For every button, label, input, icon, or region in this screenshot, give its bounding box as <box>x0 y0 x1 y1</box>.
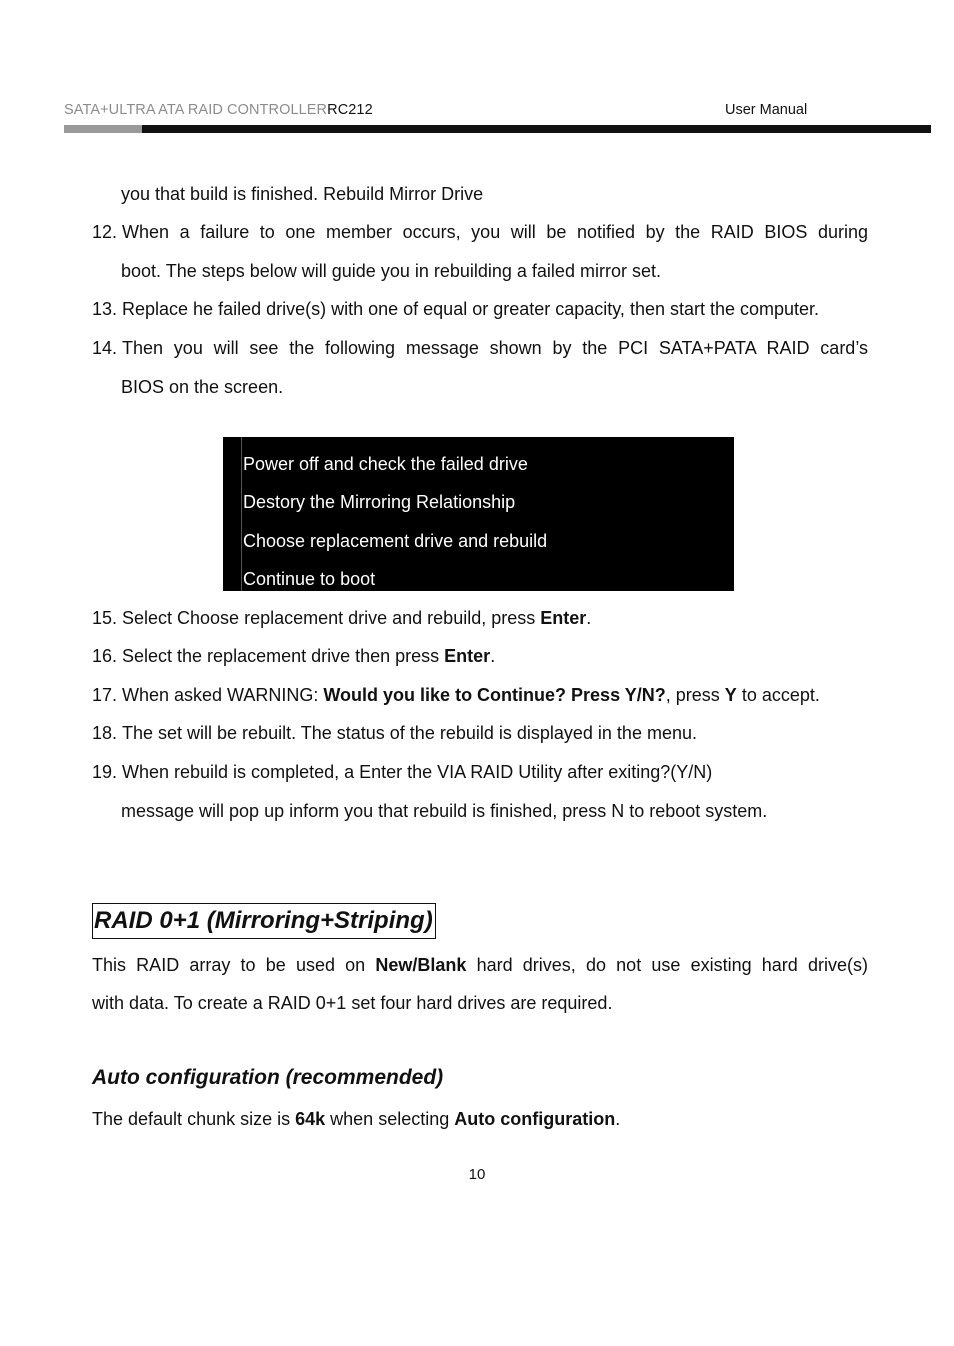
step-text: Select Choose replacement drive and rebuild, press <box>122 608 541 628</box>
step-key-enter: Enter <box>540 608 587 628</box>
paragraph-emphasis: New/Blank <box>375 955 467 975</box>
step-14-line-2: BIOS on the screen. <box>121 377 284 397</box>
subheading-auto-configuration: Auto configuration (recommended) <box>92 1066 444 1089</box>
header-rule-accent <box>64 125 142 133</box>
paragraph-text-end: . <box>615 1109 621 1129</box>
step-number: 16. <box>92 646 118 666</box>
step-number: 18. <box>92 723 118 743</box>
step-17 <box>92 684 868 706</box>
header-document-type: User Manual <box>725 102 808 118</box>
step-text-end: . <box>586 608 592 628</box>
header-product-title <box>64 102 373 118</box>
step-19-line-2: message will pop up inform you that rebuild is finished, press N to reboot system. <box>121 801 768 821</box>
step-text-mid: , press <box>665 685 725 705</box>
step-text: Then you will see the following message shown by the PCI SATA+PATA RAID card’s <box>122 338 868 358</box>
step-11-continuation: you that build is finished. Rebuild Mirror Drive <box>121 184 484 204</box>
step-text: When a failure to one member occurs, you will be notified by the RAID BIOS during <box>122 222 868 242</box>
paragraph-text: The default chunk size is <box>92 1109 296 1129</box>
bios-option-continue-boot: Continue to boot <box>243 569 376 589</box>
paragraph-text-mid: when selecting <box>325 1109 455 1129</box>
step-text: Replace he failed drive(s) with one of equal or greater capacity, then start the computer. <box>122 299 820 319</box>
step-15 <box>92 607 868 629</box>
bios-option-choose-replacement: Choose replacement drive and rebuild <box>243 531 548 551</box>
step-19-line-1 <box>92 761 868 783</box>
step-14-line-1 <box>92 337 868 359</box>
bios-screen-divider <box>241 437 242 591</box>
raid01-paragraph-line-1 <box>92 954 868 976</box>
header-model-number: RC212 <box>327 102 373 118</box>
step-warning-prompt: Would you like to Continue? Press Y/N? <box>323 685 666 705</box>
step-key-y: Y <box>724 685 737 705</box>
step-12-line-1 <box>92 221 868 243</box>
step-number: 14. <box>92 338 118 358</box>
step-text: Select the replacement drive then press <box>122 646 445 666</box>
step-18 <box>92 722 868 744</box>
bios-option-power-off: Power off and check the failed drive <box>243 454 528 474</box>
step-16 <box>92 645 868 667</box>
paragraph-text-end: hard drives, do not use existing hard drive(s) <box>466 955 868 975</box>
step-12-line-2: boot. The steps below will guide you in rebuilding a failed mirror set. <box>121 261 661 281</box>
step-number: 19. <box>92 762 118 782</box>
bios-option-destroy-mirror: Destory the Mirroring Relationship <box>243 492 516 512</box>
step-text-end: to accept. <box>736 685 820 705</box>
auto-configuration-term: Auto configuration <box>454 1109 616 1129</box>
section-heading-raid01: RAID 0+1 (Mirroring+Striping) <box>92 903 436 939</box>
step-number: 13. <box>92 299 118 319</box>
step-13 <box>92 298 868 320</box>
page-number: 10 <box>468 1166 486 1183</box>
step-text: When asked WARNING: <box>122 685 324 705</box>
step-key-enter: Enter <box>444 646 491 666</box>
header-rule <box>142 125 931 133</box>
auto-config-paragraph <box>92 1108 868 1130</box>
chunk-size-value: 64k <box>295 1109 326 1129</box>
raid01-paragraph-line-2: with data. To create a RAID 0+1 set four hard drives are required. <box>92 993 613 1013</box>
header-product-prefix: SATA+ULTRA ATA RAID CONTROLLER <box>64 102 328 118</box>
step-text: When rebuild is completed, a Enter the VIA RAID Utility after exiting?(Y/N) <box>122 762 713 782</box>
paragraph-text: This RAID array to be used on <box>92 955 376 975</box>
step-number: 15. <box>92 608 118 628</box>
step-number: 12. <box>92 222 118 242</box>
step-number: 17. <box>92 685 118 705</box>
step-text: The set will be rebuilt. The status of the rebuild is displayed in the menu. <box>122 723 697 743</box>
step-text-end: . <box>490 646 496 666</box>
